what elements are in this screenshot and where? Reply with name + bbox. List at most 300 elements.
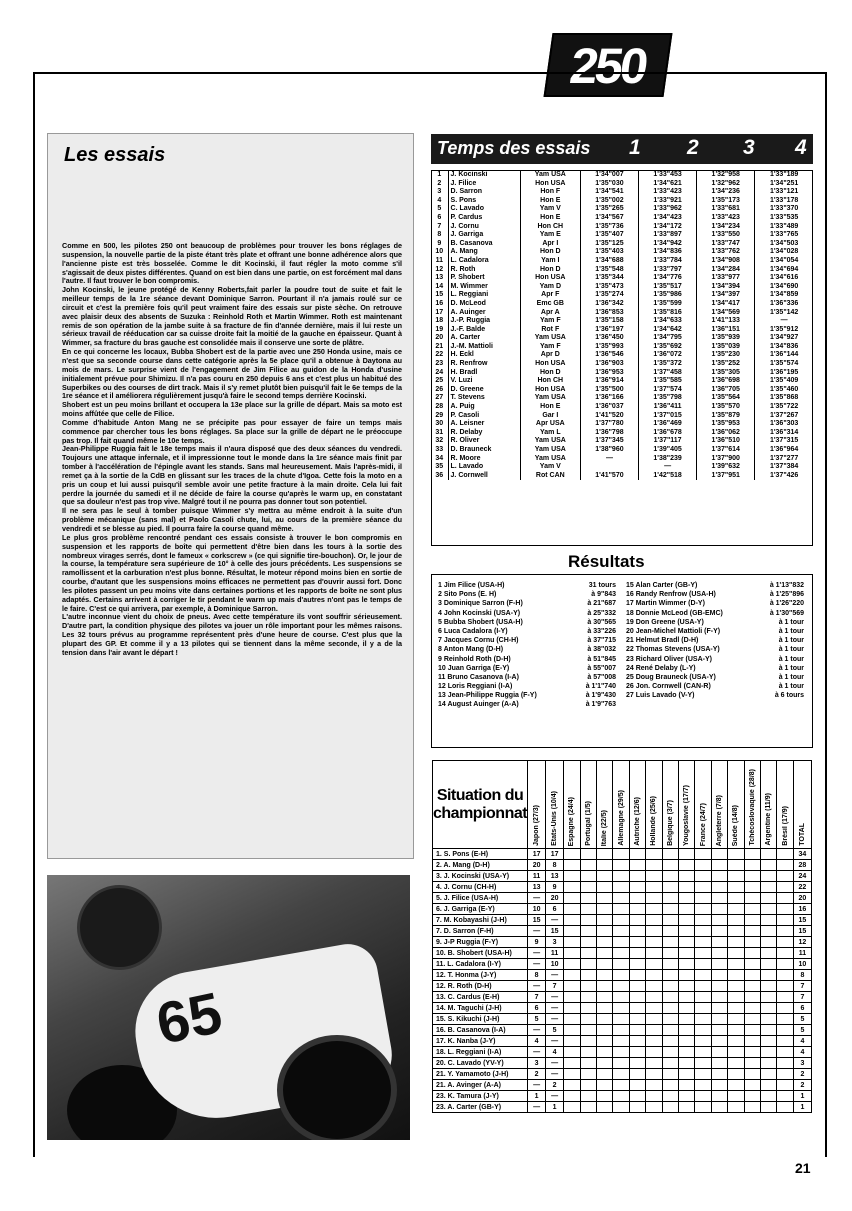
temps-cell: 1'35"039 xyxy=(697,343,755,352)
championnat-empty xyxy=(629,871,645,882)
temps-banner xyxy=(431,134,813,164)
championnat-points: — xyxy=(528,1025,546,1036)
temps-cell: S. Pons xyxy=(448,197,520,206)
temps-cell: — xyxy=(580,455,638,464)
championnat-empty xyxy=(596,937,612,948)
championnat-empty xyxy=(679,1069,695,1080)
temps-cell: 36 xyxy=(435,471,444,479)
temps-cell: J. Filice xyxy=(448,180,520,189)
championnat-row xyxy=(433,904,812,915)
championnat-empty xyxy=(596,1080,612,1091)
championnat-empty xyxy=(777,915,793,926)
temps-cell: 1'35"692 xyxy=(639,343,697,352)
temps-cell: 1'34"859 xyxy=(755,291,813,300)
championnat-empty xyxy=(580,1058,596,1069)
championnat-total: 15 xyxy=(793,926,811,937)
championnat-empty xyxy=(728,959,744,970)
temps-row xyxy=(431,248,813,257)
resultat-gap: à 1'25"896 xyxy=(769,591,804,599)
championnat-empty xyxy=(596,948,612,959)
championnat-empty xyxy=(728,1014,744,1025)
temps-cell: 1'35"722 xyxy=(755,403,813,412)
championnat-col-label: Angleterre (7/8) xyxy=(716,794,724,846)
temps-cell: 28 xyxy=(435,403,444,411)
resultat-name: 1 Jim Filice (USA-H) xyxy=(438,582,505,589)
resultat-name: 10 Juan Garriga (E-Y) xyxy=(438,664,510,672)
session-4-label: 4 xyxy=(795,136,807,159)
championnat-empty xyxy=(711,1091,727,1102)
resultat-row xyxy=(626,664,806,673)
temps-cell: 1'33"423 xyxy=(639,188,697,197)
championnat-empty xyxy=(679,849,695,860)
championnat-empty xyxy=(564,937,580,948)
championnat-empty xyxy=(613,860,629,871)
championnat-empty xyxy=(613,970,629,981)
championnat-empty xyxy=(761,1003,777,1014)
temps-cell: 1'34"172 xyxy=(639,223,697,232)
temps-cell: 1'34"694 xyxy=(755,266,813,275)
championnat-empty xyxy=(662,937,678,948)
temps-cell: 1'35"953 xyxy=(697,420,755,429)
championnat-empty xyxy=(744,915,760,926)
championnat-empty xyxy=(728,1091,744,1102)
championnat-pilot: 7. D. Sarron (F-H) xyxy=(433,926,528,937)
championnat-row xyxy=(433,1080,812,1091)
championnat-col-label: Autriche (12/6) xyxy=(633,797,641,846)
temps-cell: 33 xyxy=(435,446,444,453)
championnat-empty xyxy=(679,1080,695,1091)
championnat-col-header xyxy=(793,761,811,849)
resultat-gap: à 51"845 xyxy=(587,655,616,663)
championnat-empty xyxy=(662,882,678,893)
temps-cell: 1'36"914 xyxy=(580,377,638,386)
resultat-name: 9 Reinhold Roth (D-H) xyxy=(438,655,511,663)
temps-cell: 7 xyxy=(437,222,442,230)
temps-cell: Apr I xyxy=(520,240,580,249)
championnat-empty xyxy=(564,959,580,970)
temps-cell: 1'36"151 xyxy=(697,326,755,335)
championnat-empty xyxy=(580,981,596,992)
temps-cell: 1'32"962 xyxy=(697,180,755,189)
championnat-empty xyxy=(777,1080,793,1091)
championnat-empty xyxy=(629,882,645,893)
championnat-empty xyxy=(580,882,596,893)
temps-cell: Hon USA xyxy=(520,180,580,189)
championnat-empty xyxy=(728,1003,744,1014)
resultats-left xyxy=(438,581,618,710)
championnat-col-label: Italie (22/5) xyxy=(601,809,609,846)
temps-cell: 1'36"336 xyxy=(755,300,813,309)
championnat-empty xyxy=(679,1003,695,1014)
resultat-name: 6 Luca Cadalora (I-Y) xyxy=(438,627,508,635)
championnat-empty xyxy=(761,959,777,970)
championnat-col-label: Espagne (24/4) xyxy=(568,796,576,846)
temps-cell: 1'36"037 xyxy=(580,403,638,412)
temps-cell: 1'33"962 xyxy=(639,205,697,214)
temps-cell: 1'36"469 xyxy=(639,420,697,429)
temps-cell: 1'36"510 xyxy=(697,437,755,446)
championnat-total: 11 xyxy=(793,948,811,959)
championnat-empty xyxy=(596,1069,612,1080)
championnat-empty xyxy=(646,882,662,893)
championnat-points: 4 xyxy=(546,1047,564,1058)
championnat-empty xyxy=(564,1080,580,1091)
championnat-pilot: 11. L. Cadalora (I-Y) xyxy=(433,959,528,970)
championnat-total: 28 xyxy=(793,860,811,871)
championnat-empty xyxy=(613,871,629,882)
championnat-points: 15 xyxy=(546,926,564,937)
championnat-points: 1 xyxy=(546,1102,564,1113)
temps-row xyxy=(431,326,813,335)
championnat-row xyxy=(433,948,812,959)
temps-cell: Yam E xyxy=(520,231,580,240)
championnat-empty xyxy=(629,1069,645,1080)
championnat-points: 15 xyxy=(528,915,546,926)
championnat-empty xyxy=(679,860,695,871)
temps-cell: 1'36"798 xyxy=(580,429,638,438)
resultat-name: 2 Sito Pons (E. H) xyxy=(438,591,497,599)
temps-cell: 1'34"394 xyxy=(697,283,755,292)
championnat-empty xyxy=(662,926,678,937)
resultat-row xyxy=(626,581,806,590)
resultat-gap: à 55"007 xyxy=(587,664,616,672)
temps-cell: J.-M. Mattioli xyxy=(448,343,520,352)
championnat-empty xyxy=(662,1091,678,1102)
championnat-empty xyxy=(744,882,760,893)
resultat-name: 4 John Kocinski (USA-Y) xyxy=(438,609,521,617)
championnat-empty xyxy=(761,948,777,959)
resultat-gap: 31 tours xyxy=(588,582,616,589)
temps-cell: 1'36"853 xyxy=(580,309,638,318)
championnat-empty xyxy=(777,1058,793,1069)
championnat-empty xyxy=(564,1036,580,1047)
championnat-col-header xyxy=(528,761,546,849)
championnat-points: 4 xyxy=(528,1036,546,1047)
championnat-empty xyxy=(761,904,777,915)
championnat-col-label: TOTAL xyxy=(798,823,806,846)
temps-cell: 1'37"780 xyxy=(580,420,638,429)
championnat-empty xyxy=(580,948,596,959)
championnat-empty xyxy=(629,959,645,970)
temps-row xyxy=(431,394,813,403)
championnat-points: 10 xyxy=(528,904,546,915)
championnat-empty xyxy=(564,882,580,893)
championnat-total: 34 xyxy=(793,849,811,860)
championnat-empty xyxy=(695,882,711,893)
championnat-empty xyxy=(646,1047,662,1058)
temps-cell: 1'33"489 xyxy=(755,223,813,232)
championnat-empty xyxy=(761,915,777,926)
championnat-empty xyxy=(679,915,695,926)
resultat-row xyxy=(438,627,618,636)
temps-cell: J.-F. Balde xyxy=(448,326,520,335)
championnat-total: 1 xyxy=(793,1091,811,1102)
championnat-empty xyxy=(679,893,695,904)
temps-cell: 1'35"002 xyxy=(580,197,638,206)
temps-cell: J. Garriga xyxy=(448,231,520,240)
championnat-empty xyxy=(744,992,760,1003)
temps-cell: 1'35"173 xyxy=(697,197,755,206)
temps-cell: 19 xyxy=(435,325,444,333)
championnat-empty xyxy=(695,1047,711,1058)
championnat-points: 9 xyxy=(546,882,564,893)
championnat-empty xyxy=(564,1091,580,1102)
temps-cell: 1'33"535 xyxy=(755,214,813,223)
temps-cell: 1'34"397 xyxy=(697,291,755,300)
temps-cell: P. Shobert xyxy=(448,274,520,283)
championnat-empty xyxy=(662,1080,678,1091)
championnat-points: 2 xyxy=(546,1080,564,1091)
championnat-pilot: 3. J. Kocinski (USA-Y) xyxy=(433,871,528,882)
championnat-empty xyxy=(761,1102,777,1113)
temps-cell: 1'35"407 xyxy=(580,231,638,240)
temps-cell: 1'36"678 xyxy=(639,429,697,438)
temps-cell: 1'36"705 xyxy=(697,386,755,395)
championnat-empty xyxy=(564,970,580,981)
temps-cell: 1'34"054 xyxy=(755,257,813,266)
temps-cell: P. Cardus xyxy=(448,214,520,223)
temps-row xyxy=(431,420,813,429)
championnat-row xyxy=(433,893,812,904)
championnat-points: 9 xyxy=(528,937,546,948)
championnat-empty xyxy=(629,926,645,937)
temps-cell: 1'33"423 xyxy=(697,214,755,223)
temps-cell: 1'37"315 xyxy=(755,437,813,446)
championnat-empty xyxy=(777,1069,793,1080)
temps-cell: 1'37"900 xyxy=(697,455,755,464)
resultat-gap: à 1'1"740 xyxy=(585,683,616,691)
championnat-col-label: Brésil (17/9) xyxy=(781,806,789,846)
championnat-points: — xyxy=(546,1014,564,1025)
championnat-empty xyxy=(728,926,744,937)
championnat-points: 13 xyxy=(528,882,546,893)
temps-cell: L. Lavado xyxy=(448,463,520,472)
resultat-row xyxy=(438,682,618,691)
resultat-name: 8 Anton Mang (D-H) xyxy=(438,646,504,654)
temps-cell: 1'35"816 xyxy=(639,309,697,318)
temps-cell: 1'35"585 xyxy=(639,377,697,386)
championnat-total: 8 xyxy=(793,970,811,981)
championnat-empty xyxy=(761,1047,777,1058)
championnat-empty xyxy=(679,937,695,948)
resultat-name: 26 Jon. Cornwell (CAN-R) xyxy=(626,683,711,691)
championnat-row xyxy=(433,860,812,871)
temps-cell: 1'37"614 xyxy=(697,446,755,455)
temps-cell: 1'37"267 xyxy=(755,412,813,421)
temps-cell: Rot F xyxy=(520,326,580,335)
temps-row xyxy=(431,317,813,326)
championnat-empty xyxy=(564,1047,580,1058)
resultat-row xyxy=(626,590,806,599)
resultat-row xyxy=(438,636,618,645)
championnat-empty xyxy=(613,1036,629,1047)
temps-cell: 1'35"868 xyxy=(755,394,813,403)
championnat-empty xyxy=(777,1036,793,1047)
resultat-gap: à 30"565 xyxy=(587,618,616,626)
championnat-col-label: Etats-Unis (10/4) xyxy=(551,791,559,846)
temps-row xyxy=(431,351,813,360)
temps-cell: 1'34"942 xyxy=(639,240,697,249)
temps-cell: 27 xyxy=(435,394,444,402)
championnat-empty xyxy=(777,948,793,959)
championnat-empty xyxy=(711,1102,727,1113)
championnat-empty xyxy=(613,1058,629,1069)
section-badge: 250 xyxy=(544,33,673,97)
championnat-empty xyxy=(646,860,662,871)
temps-cell: 8 xyxy=(437,231,442,239)
championnat-empty xyxy=(679,1025,695,1036)
temps-row xyxy=(431,300,813,309)
championnat-empty xyxy=(629,1091,645,1102)
championnat-empty xyxy=(744,1102,760,1113)
temps-title: Temps des essais xyxy=(437,138,591,158)
championnat-empty xyxy=(711,893,727,904)
championnat-empty xyxy=(711,849,727,860)
championnat-empty xyxy=(629,1003,645,1014)
resultat-row xyxy=(626,627,806,636)
temps-cell: R. Moore xyxy=(448,455,520,464)
championnat-empty xyxy=(564,1058,580,1069)
temps-row xyxy=(431,472,813,481)
championnat-empty xyxy=(695,1102,711,1113)
championnat-points: 2 xyxy=(528,1069,546,1080)
championnat-empty xyxy=(662,893,678,904)
championnat-empty xyxy=(679,871,695,882)
championnat-row xyxy=(433,1036,812,1047)
temps-cell: 1'34"251 xyxy=(755,180,813,189)
championnat-points: — xyxy=(546,1069,564,1080)
championnat-empty xyxy=(646,1091,662,1102)
championnat-empty xyxy=(761,981,777,992)
temps-cell: Yam L xyxy=(520,429,580,438)
temps-cell: 1'35"500 xyxy=(580,386,638,395)
championnat-points: — xyxy=(528,1080,546,1091)
temps-cell: 1'36"303 xyxy=(755,420,813,429)
temps-cell: 1 xyxy=(437,171,442,178)
resultat-gap: à 1'30"569 xyxy=(769,609,804,617)
temps-cell: 1'35"344 xyxy=(580,274,638,283)
championnat-points: — xyxy=(528,893,546,904)
championnat-col-label: Japon (27/3) xyxy=(533,805,541,846)
championnat-empty xyxy=(777,926,793,937)
resultat-row xyxy=(438,673,618,682)
championnat-empty xyxy=(613,882,629,893)
championnat-empty xyxy=(695,981,711,992)
championnat-empty xyxy=(761,1069,777,1080)
temps-cell: 1'35"158 xyxy=(580,317,638,326)
temps-cell: 1'35"564 xyxy=(697,394,755,403)
championnat-empty xyxy=(695,959,711,970)
championnat-col-header xyxy=(546,761,564,849)
temps-cell: 1'34"503 xyxy=(755,240,813,249)
resultat-gap: à 1 tour xyxy=(778,646,804,654)
championnat-empty xyxy=(679,1058,695,1069)
temps-cell: 20 xyxy=(435,334,444,342)
championnat-row xyxy=(433,1025,812,1036)
championnat-pilot: 17. K. Nanba (J-Y) xyxy=(433,1036,528,1047)
championnat-empty xyxy=(596,1036,612,1047)
championnat-empty xyxy=(564,1025,580,1036)
championnat-empty xyxy=(613,1025,629,1036)
championnat-col-header xyxy=(744,761,760,849)
championnat-empty xyxy=(646,1069,662,1080)
temps-cell: 3 xyxy=(437,188,442,196)
championnat-empty xyxy=(777,1014,793,1025)
championnat-points: 8 xyxy=(546,860,564,871)
temps-cell: 1'35"599 xyxy=(639,300,697,309)
championnat-empty xyxy=(596,1047,612,1058)
championnat-empty xyxy=(613,1069,629,1080)
temps-cell: 1'34"621 xyxy=(639,180,697,189)
temps-cell: 1'34"541 xyxy=(580,188,638,197)
championnat-empty xyxy=(646,992,662,1003)
championnat-empty xyxy=(695,915,711,926)
temps-cell: 1'33"921 xyxy=(639,197,697,206)
championnat-empty xyxy=(613,959,629,970)
championnat-empty xyxy=(761,849,777,860)
championnat-empty xyxy=(744,849,760,860)
championnat-empty xyxy=(695,992,711,1003)
temps-cell: 1'34"234 xyxy=(697,223,755,232)
temps-cell: 1'35"879 xyxy=(697,412,755,421)
temps-cell: 1'37"117 xyxy=(639,437,697,446)
championnat-empty xyxy=(646,904,662,915)
temps-cell: 1'38"239 xyxy=(639,455,697,464)
temps-cell: 24 xyxy=(435,368,444,376)
championnat-empty xyxy=(777,893,793,904)
temps-cell: 1'37"951 xyxy=(697,472,755,481)
championnat-total: 1 xyxy=(793,1102,811,1113)
championnat-empty xyxy=(679,882,695,893)
championnat-empty xyxy=(728,849,744,860)
temps-cell: 1'36"450 xyxy=(580,334,638,343)
championnat-empty xyxy=(662,1058,678,1069)
championnat-empty xyxy=(728,1069,744,1080)
resultat-gap: à 1 tour xyxy=(778,683,804,691)
championnat-total: 5 xyxy=(793,1025,811,1036)
championnat-points: 10 xyxy=(546,959,564,970)
temps-cell: A. Auinger xyxy=(448,309,520,318)
championnat-points: — xyxy=(546,1003,564,1014)
resultat-row xyxy=(626,609,806,618)
championnat-empty xyxy=(564,992,580,1003)
championnat-empty xyxy=(613,1014,629,1025)
championnat-empty xyxy=(695,1025,711,1036)
temps-row xyxy=(431,412,813,421)
resultat-row xyxy=(626,673,806,682)
resultat-row xyxy=(438,590,618,599)
resultat-name: 20 Jean-Michel Mattioli (F-Y) xyxy=(626,627,721,635)
temps-cell: 26 xyxy=(435,385,444,393)
temps-cell: 1'36"546 xyxy=(580,351,638,360)
championnat-empty xyxy=(564,981,580,992)
championnat-empty xyxy=(744,1025,760,1036)
championnat-col-label: Allemagne (29/5) xyxy=(617,790,625,846)
temps-cell: 1'36"062 xyxy=(697,429,755,438)
temps-cell: Hon CH xyxy=(520,377,580,386)
temps-cell: V. Luzi xyxy=(448,377,520,386)
resultat-row xyxy=(626,636,806,645)
championnat-total: 22 xyxy=(793,882,811,893)
championnat-empty xyxy=(564,1014,580,1025)
championnat-empty xyxy=(662,849,678,860)
temps-cell: Rot CAN xyxy=(520,472,580,481)
championnat-col-header xyxy=(629,761,645,849)
championnat-col-header xyxy=(711,761,727,849)
temps-cell: 1'36"072 xyxy=(639,351,697,360)
temps-cell: 1'36"964 xyxy=(755,446,813,455)
championnat-col-header xyxy=(761,761,777,849)
